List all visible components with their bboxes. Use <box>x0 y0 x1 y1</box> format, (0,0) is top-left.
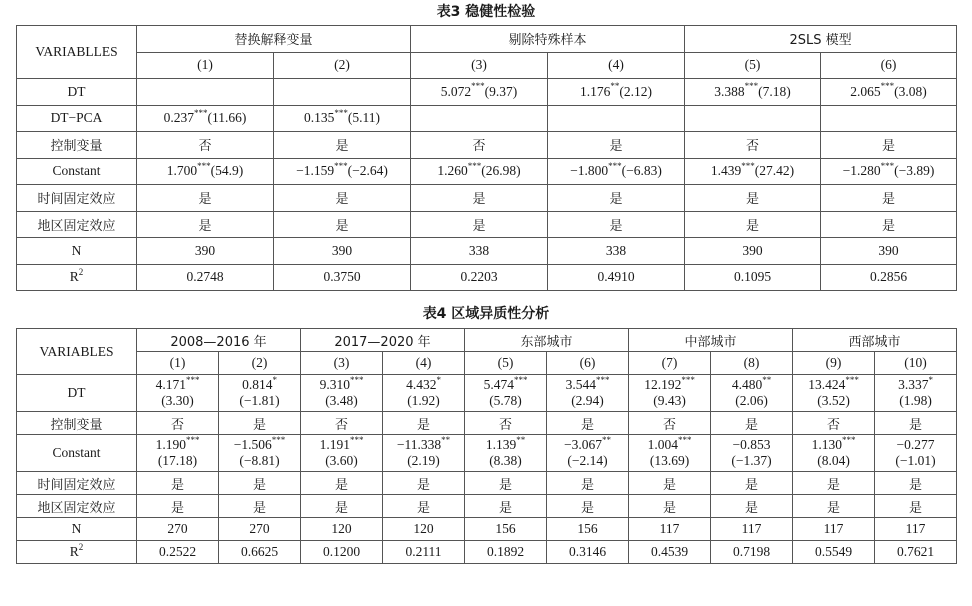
column-number: (9) <box>793 352 875 375</box>
variables-header: VARIABLES <box>17 329 137 375</box>
table-cell <box>875 435 957 472</box>
table-cell <box>465 375 547 412</box>
table-cell <box>629 375 711 412</box>
table4-regional-heterogeneity <box>16 328 957 564</box>
t-statistic: (2.12) <box>619 83 653 99</box>
row-label-constant <box>17 158 137 185</box>
table-cell: 0.1892 <box>465 541 547 564</box>
t-statistic: (8.38) <box>489 453 522 468</box>
coefficient: −1.800 <box>570 163 609 179</box>
coefficient: 1.176 <box>580 83 611 99</box>
coefficient: 0.135 <box>304 110 335 126</box>
table-cell: 0.4539 <box>629 541 711 564</box>
significance-stars: *** <box>845 374 859 385</box>
t-statistic: (9.43) <box>653 393 686 408</box>
column-number: (3) <box>411 52 548 79</box>
table-cell: 是 <box>465 495 547 518</box>
table-cell: 0.2856 <box>821 264 957 291</box>
row-label-superscript: 2 <box>78 266 84 277</box>
table-cell <box>274 79 411 106</box>
table-cell <box>411 158 548 185</box>
table-cell: 是 <box>685 185 821 212</box>
t-statistic: (3.60) <box>325 453 358 468</box>
t-statistic: (26.98) <box>481 163 521 179</box>
table-cell <box>137 435 219 472</box>
table-cell: 是 <box>383 495 465 518</box>
table-cell <box>411 105 548 132</box>
table-cell: 是 <box>547 495 629 518</box>
significance-stars: *** <box>841 434 856 445</box>
table-cell <box>383 375 465 412</box>
significance-stars: *** <box>194 107 208 118</box>
coefficient: −1.506 <box>233 437 272 452</box>
table4-caption: 表4 区域异质性分析 <box>422 306 550 322</box>
table-cell <box>301 435 383 472</box>
table-cell <box>274 105 411 132</box>
table-cell: 是 <box>875 495 957 518</box>
row-label-text: 控制变量 <box>50 139 103 155</box>
column-number: (4) <box>548 52 685 79</box>
table-cell: 390 <box>137 238 274 265</box>
row-label-dt <box>17 375 137 412</box>
table-cell <box>383 435 465 472</box>
significance-stars: *** <box>880 81 895 92</box>
significance-stars: *** <box>185 374 200 385</box>
column-number: (5) <box>465 352 547 375</box>
significance-stars: *** <box>513 374 528 385</box>
coefficient: 4.480 <box>731 377 763 392</box>
table-cell: 否 <box>629 412 711 435</box>
t-statistic: (17.18) <box>157 453 198 468</box>
table-cell: 120 <box>301 518 383 541</box>
coefficient: 0.814 <box>242 377 273 392</box>
coefficient: 13.424 <box>808 377 846 392</box>
group-header: 2017—2020 年 <box>301 329 465 352</box>
table-cell: 是 <box>274 185 411 212</box>
significance-stars: *** <box>334 107 348 118</box>
row-label-r2 <box>17 264 137 291</box>
coefficient: 5.072 <box>440 83 472 99</box>
row-label-superscript: 2 <box>78 541 84 552</box>
table-cell: 是 <box>411 211 548 238</box>
table-cell: 是 <box>465 472 547 495</box>
t-statistic: (11.66) <box>207 110 247 126</box>
coefficient: 4.432 <box>406 377 437 392</box>
t-statistic: (54.9) <box>210 163 244 179</box>
column-number: (1) <box>137 352 219 375</box>
t-statistic: (3.48) <box>325 393 358 408</box>
column-number: (10) <box>875 352 957 375</box>
table-cell: 是 <box>547 412 629 435</box>
coefficient: 0.237 <box>163 110 194 126</box>
row-label-n <box>17 518 137 541</box>
column-number: (8) <box>711 352 793 375</box>
table-cell: 0.3146 <box>547 541 629 564</box>
table-cell: 否 <box>411 132 548 159</box>
table-cell: 否 <box>685 132 821 159</box>
row-label-control <box>17 132 137 159</box>
significance-stars: * <box>272 374 277 385</box>
coefficient: 4.171 <box>155 377 186 392</box>
table-cell: 是 <box>137 472 219 495</box>
t-statistic: (5.78) <box>489 393 522 408</box>
table-cell: 390 <box>821 238 957 265</box>
table-cell: 是 <box>219 472 301 495</box>
row-label-text: 地区固定效应 <box>37 218 116 234</box>
table-cell: 是 <box>411 185 548 212</box>
significance-stars: *** <box>197 160 211 171</box>
row-label-text: Constant <box>52 445 101 460</box>
t-statistic: (−8.81) <box>239 453 280 468</box>
table-cell <box>821 79 957 106</box>
table-cell: 是 <box>219 495 301 518</box>
coefficient: 1.439 <box>710 163 742 179</box>
significance-stars: *** <box>349 434 364 445</box>
coefficient: 3.337 <box>898 377 929 392</box>
table-cell: 0.3750 <box>274 264 411 291</box>
table-cell: 270 <box>219 518 301 541</box>
table-cell: 是 <box>301 472 383 495</box>
row-label-dt <box>17 79 137 106</box>
row-label-control <box>17 412 137 435</box>
row-label-text: 地区固定效应 <box>37 500 116 516</box>
row-label-constant <box>17 435 137 472</box>
table-cell: 是 <box>629 472 711 495</box>
table-cell <box>821 158 957 185</box>
row-label-text: 控制变量 <box>50 417 103 433</box>
t-statistic: (1.98) <box>899 393 932 408</box>
table-cell <box>219 435 301 472</box>
coefficient: 1.260 <box>437 163 468 179</box>
table-cell: 是 <box>875 412 957 435</box>
row-label-text: 时间固定效应 <box>37 192 116 208</box>
variables-header: VARIABLLES <box>17 26 137 79</box>
coefficient: 2.065 <box>850 83 881 99</box>
significance-stars: *** <box>471 81 485 92</box>
table-cell: 是 <box>793 472 875 495</box>
column-number: (2) <box>219 352 301 375</box>
t-statistic: (3.08) <box>894 83 927 99</box>
table-cell: 否 <box>301 412 383 435</box>
table-cell: 0.4910 <box>548 264 685 291</box>
group-header: 2SLS 模型 <box>685 26 957 53</box>
significance-stars: *** <box>744 81 759 92</box>
table-cell <box>629 435 711 472</box>
table-cell <box>685 158 821 185</box>
table-cell: 0.1095 <box>685 264 821 291</box>
table-cell: 是 <box>547 472 629 495</box>
table-cell <box>548 79 685 106</box>
t-statistic: (8.04) <box>817 453 850 468</box>
table-cell: 是 <box>821 185 957 212</box>
row-label-text: 时间固定效应 <box>37 477 116 493</box>
table-cell: 0.5549 <box>793 541 875 564</box>
table-cell <box>875 375 957 412</box>
table-cell: 338 <box>411 238 548 265</box>
table-cell: 是 <box>711 472 793 495</box>
coefficient: −0.853 <box>732 437 771 452</box>
table-cell <box>548 105 685 132</box>
row-label-text: R <box>69 544 79 559</box>
row-label-text: R <box>69 269 79 285</box>
t-statistic: (5.11) <box>347 110 380 126</box>
table-cell: 270 <box>137 518 219 541</box>
table-cell: 是 <box>629 495 711 518</box>
significance-stars: ** <box>441 434 451 445</box>
t-statistic: (2.06) <box>735 393 768 408</box>
coefficient: 1.004 <box>647 437 678 452</box>
table-cell <box>793 435 875 472</box>
table-cell <box>137 79 274 106</box>
significance-stars: *** <box>681 374 695 385</box>
table-cell <box>821 105 957 132</box>
table-cell: 117 <box>875 518 957 541</box>
t-statistic: (27.42) <box>754 163 795 179</box>
row-label-text: DT <box>67 83 86 99</box>
coefficient: −1.159 <box>296 163 335 179</box>
significance-stars: *** <box>271 434 286 445</box>
row-label-text: DT <box>67 385 86 400</box>
group-header: 中部城市 <box>629 329 793 352</box>
table-cell <box>137 375 219 412</box>
significance-stars: *** <box>595 374 610 385</box>
coefficient: −3.067 <box>564 437 602 452</box>
t-statistic: (7.18) <box>758 83 791 99</box>
table-cell: 是 <box>301 495 383 518</box>
coefficient: 1.190 <box>155 437 186 452</box>
table-cell <box>547 375 629 412</box>
significance-stars: *** <box>608 160 622 171</box>
column-number: (6) <box>547 352 629 375</box>
table-cell: 0.6625 <box>219 541 301 564</box>
row-label-text: DT−PCA <box>50 110 103 126</box>
significance-stars: *** <box>741 160 755 171</box>
row-label-time-fe <box>17 472 137 495</box>
table-cell: 120 <box>383 518 465 541</box>
table-cell: 390 <box>685 238 821 265</box>
table-cell: 是 <box>548 185 685 212</box>
coefficient: 1.700 <box>166 163 198 179</box>
table3-robustness <box>16 25 957 291</box>
table-cell <box>548 158 685 185</box>
t-statistic: (−1.01) <box>895 453 936 468</box>
coefficient: −11.338 <box>396 437 442 452</box>
table-cell: 是 <box>821 132 957 159</box>
coefficient: 9.310 <box>319 377 350 392</box>
table-cell: 是 <box>875 472 957 495</box>
significance-stars: ** <box>602 434 611 445</box>
column-number: (5) <box>685 52 821 79</box>
table-cell: 117 <box>629 518 711 541</box>
table-cell <box>411 79 548 106</box>
table-cell: 是 <box>711 412 793 435</box>
significance-stars: *** <box>334 160 348 171</box>
table-cell: 0.2203 <box>411 264 548 291</box>
table-cell <box>685 79 821 106</box>
table-cell: 否 <box>793 412 875 435</box>
group-header: 2008—2016 年 <box>137 329 301 352</box>
significance-stars: ** <box>610 81 620 92</box>
table-cell: 是 <box>383 412 465 435</box>
row-label-text: N <box>71 242 82 258</box>
table-cell: 否 <box>137 132 274 159</box>
table-cell: 是 <box>383 472 465 495</box>
table-cell <box>301 375 383 412</box>
table-cell: 是 <box>793 495 875 518</box>
t-statistic: (−2.64) <box>347 163 388 179</box>
coefficient: 1.130 <box>811 437 842 452</box>
significance-stars: ** <box>762 374 772 385</box>
t-statistic: (−6.83) <box>621 163 662 179</box>
row-label-time-fe <box>17 185 137 212</box>
row-label-region-fe <box>17 495 137 518</box>
t-statistic: (−1.81) <box>239 393 280 408</box>
row-label-text: N <box>71 521 82 536</box>
column-number: (6) <box>821 52 957 79</box>
t-statistic: (3.52) <box>817 393 850 408</box>
t-statistic: (2.19) <box>407 453 440 468</box>
t-statistic: (13.69) <box>649 453 690 468</box>
significance-stars: *** <box>677 434 692 445</box>
table-cell <box>793 375 875 412</box>
table-cell <box>465 435 547 472</box>
table-cell: 是 <box>548 132 685 159</box>
row-label-dtpca <box>17 105 137 132</box>
t-statistic: (3.30) <box>161 393 194 408</box>
group-header: 替换解释变量 <box>137 26 411 53</box>
row-label-n <box>17 238 137 265</box>
row-label-text: Constant <box>52 163 101 179</box>
table-cell: 0.2111 <box>383 541 465 564</box>
table-cell <box>137 105 274 132</box>
coefficient: 3.544 <box>565 377 596 392</box>
coefficient: −0.277 <box>896 437 935 452</box>
table-cell: 0.7198 <box>711 541 793 564</box>
table-cell <box>711 435 793 472</box>
coefficient: 5.474 <box>483 377 514 392</box>
table-cell: 0.1200 <box>301 541 383 564</box>
table-cell: 否 <box>137 412 219 435</box>
t-statistic: (−3.89) <box>894 163 935 179</box>
table-cell: 否 <box>465 412 547 435</box>
table-cell <box>274 158 411 185</box>
row-label-r2 <box>17 541 137 564</box>
table-cell: 156 <box>547 518 629 541</box>
coefficient: 12.192 <box>644 377 682 392</box>
coefficient: 1.139 <box>485 437 517 452</box>
table-cell <box>547 435 629 472</box>
table-cell: 0.7621 <box>875 541 957 564</box>
table-cell: 是 <box>548 211 685 238</box>
table-cell: 是 <box>685 211 821 238</box>
table-cell: 是 <box>219 412 301 435</box>
table-cell: 117 <box>711 518 793 541</box>
table-cell: 是 <box>274 132 411 159</box>
significance-stars: ** <box>516 434 526 445</box>
table-cell: 0.2522 <box>137 541 219 564</box>
significance-stars: *** <box>349 374 364 385</box>
coefficient: 3.388 <box>714 83 745 99</box>
table-cell: 是 <box>711 495 793 518</box>
table-cell: 是 <box>137 495 219 518</box>
row-label-region-fe <box>17 211 137 238</box>
table-cell: 0.2748 <box>137 264 274 291</box>
t-statistic: (1.92) <box>407 393 440 408</box>
table-cell: 是 <box>137 211 274 238</box>
table-cell: 是 <box>821 211 957 238</box>
table-cell: 是 <box>137 185 274 212</box>
table-cell: 117 <box>793 518 875 541</box>
t-statistic: (−1.37) <box>731 453 772 468</box>
table-cell: 390 <box>274 238 411 265</box>
table3-caption: 表3 稳健性检验 <box>436 4 536 20</box>
column-number: (1) <box>137 52 274 79</box>
coefficient: 1.191 <box>319 437 350 452</box>
column-number: (2) <box>274 52 411 79</box>
table-cell: 是 <box>274 211 411 238</box>
group-header: 西部城市 <box>793 329 957 352</box>
column-number: (4) <box>383 352 465 375</box>
table-cell <box>685 105 821 132</box>
significance-stars: *** <box>467 160 482 171</box>
table-cell <box>711 375 793 412</box>
significance-stars: * <box>928 374 933 385</box>
group-header: 剔除特殊样本 <box>411 26 685 53</box>
t-statistic: (−2.14) <box>567 453 608 468</box>
table-cell <box>219 375 301 412</box>
t-statistic: (9.37) <box>484 83 518 99</box>
significance-stars: *** <box>185 434 200 445</box>
table-cell: 156 <box>465 518 547 541</box>
significance-stars: *** <box>880 160 895 171</box>
table-cell: 338 <box>548 238 685 265</box>
coefficient: −1.280 <box>842 163 881 179</box>
column-number: (7) <box>629 352 711 375</box>
column-number: (3) <box>301 352 383 375</box>
table-cell <box>137 158 274 185</box>
group-header: 东部城市 <box>465 329 629 352</box>
significance-stars: * <box>436 374 441 385</box>
t-statistic: (2.94) <box>571 393 604 408</box>
